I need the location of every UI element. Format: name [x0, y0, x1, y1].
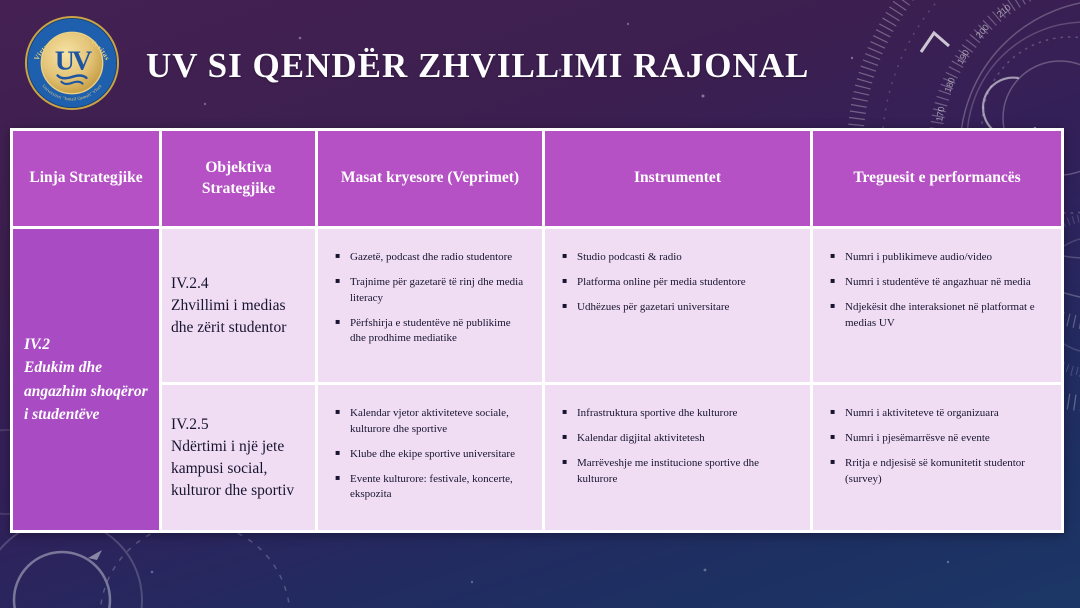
instruments-cell [545, 385, 810, 530]
bullet-item: ▪ Kalendar digjital aktivitetesh [562, 431, 796, 447]
strategic-line-label: Edukim dhe angazhim shoqëror i studentëve [24, 359, 148, 423]
measures-cell [318, 229, 542, 382]
logo-monogram: UV [54, 45, 90, 77]
instruments-cell [545, 229, 810, 382]
column-header-instruments: Instrumentet [545, 131, 810, 226]
page-title: UV SI QENDËR ZHVILLIMI RAJONAL [146, 46, 810, 85]
indicators-list [830, 406, 1047, 487]
bullet-item: ▪ Numri i studentëve të angazhuar në media [830, 275, 1047, 291]
bullet-item: ▪ Numri i aktiviteteve të organizuara [830, 406, 1047, 422]
dial-number: 200 [973, 22, 992, 41]
dial-number: 210 [994, 2, 1013, 20]
indicators-list [830, 250, 1047, 331]
dial-number: 190 [955, 47, 972, 66]
strategic-line-cell [13, 229, 159, 530]
bullet-item: ▪ Infrastruktura sportive dhe kulturore [562, 406, 796, 422]
instruments-list [562, 250, 796, 316]
objective-label: Ndërtimi i një jete kampusi social, kulturor dhe sportiv [171, 437, 295, 499]
bullet-item: ▪ Kalendar vjetor aktiviteteve sociale, kulturore dhe sportive [335, 406, 528, 437]
measures-cell [318, 385, 542, 530]
column-header-measures: Masat kryesore (Veprimet) [318, 131, 542, 226]
column-header-indicators: Treguesit e performancës [813, 131, 1061, 226]
bullet-item: ▪ Gazetë, podcast dhe radio studentore [335, 250, 528, 266]
indicators-cell [813, 385, 1061, 530]
column-header-strategic-line: Linja Strategjike [13, 131, 159, 226]
bullet-item: ▪ Përfshirja e studentëve në publikime dhe prodhime mediatike [335, 316, 528, 347]
bullet-item: ▪ Marrëveshje me institucione sportive dhe kulturore [562, 456, 796, 487]
bullet-item: ▪ Klube dhe ekipe sportive universitare [335, 447, 528, 463]
dial-number: 180 [942, 76, 958, 94]
logo-ring-bottom-text: Universiteti "Ismail Qemali" Vlorë [41, 83, 103, 102]
objective-code: IV.2.4 [171, 274, 209, 292]
measures-list [335, 250, 528, 347]
indicators-cell [813, 229, 1061, 382]
bullet-item: ▪ Studio podcasti & radio [562, 250, 796, 266]
objective-label: Zhvillimi i medias dhe zërit studentor [171, 296, 287, 336]
university-logo [24, 15, 120, 111]
column-header-objectives: Objektiva Strategjike [162, 131, 315, 226]
logo-ring-top-text: Virtus ∙ Scientia ∙ Veritas [32, 32, 112, 62]
objective-code: IV.2.5 [171, 415, 209, 433]
bullet-item: ▪ Trajnime për gazetarë të rinj dhe media literacy [335, 275, 528, 306]
strategy-table [10, 128, 1064, 533]
bullet-item: ▪ Numri i pjesëmarrësve në evente [830, 431, 1047, 447]
instruments-list [562, 406, 796, 487]
bullet-item: ▪ Rritja e ndjesisë së komunitetit studentor (survey) [830, 456, 1047, 487]
dial-number: 170 [934, 105, 947, 123]
bullet-item: ▪ Udhëzues për gazetari universitare [562, 300, 796, 316]
bullet-item: ▪ Ndjekësit dhe interaksionet në platformat e medias UV [830, 300, 1047, 331]
bullet-item: ▪ Platforma online për media studentore [562, 275, 796, 291]
measures-list [335, 406, 528, 503]
bullet-item: ▪ Numri i publikimeve audio/video [830, 250, 1047, 266]
objective-cell [162, 385, 315, 530]
strategic-line-code: IV.2 [24, 336, 50, 353]
objective-cell [162, 229, 315, 382]
bullet-item: ▪ Evente kulturore: festivale, koncerte, ekspozita [335, 472, 528, 503]
